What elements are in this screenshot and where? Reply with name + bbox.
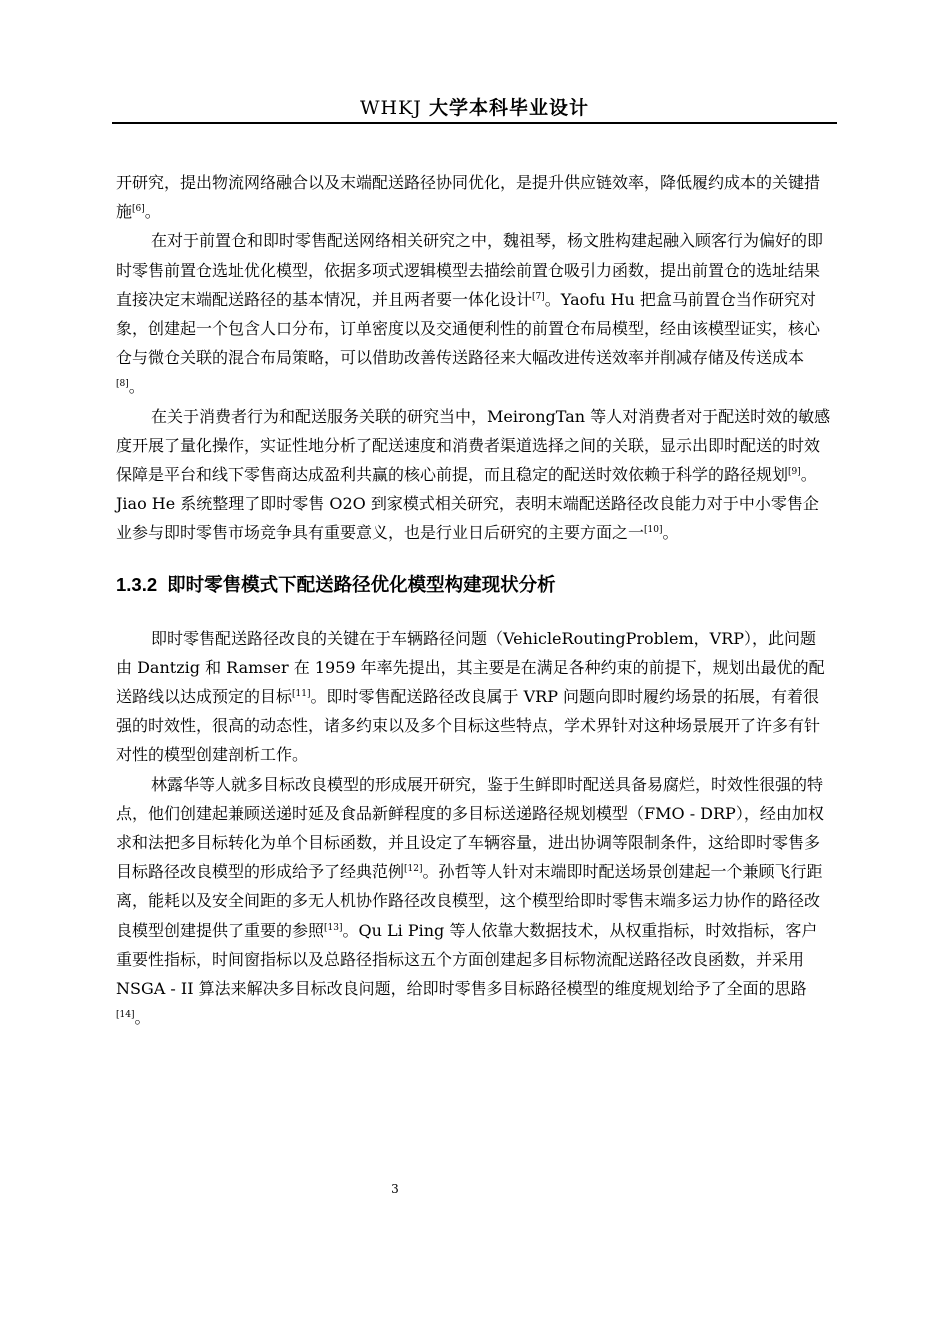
text: 。Jiao He 系统整理了即时零售 O2O 到家模式相关研究，表明末端配送路径改良能力对于中小零售企业参与即时零售市场竞争具有重要意义，也是行业日后研究的主要方面之一 (116, 465, 819, 543)
text: 。Qu Li Ping 等人依靠大数据技术，从权重指标，时效指标，客户重要性指标，时间窗指标以及总路径指标这五个方面创建起多目标物流配送路径改良函数，并采用 NSGA - II 算法来解决多目标改良问题，给即时零售多目标路径模型的维度规划给予了全面的思路 (116, 920, 818, 999)
text: 在对于前置仓和即时零售配送网络相关研究之中，魏祖琴，杨文胜构建起融入顾客行为偏好的即时零售前置仓选址优化模型，依据多项式逻辑模型去描绘前置仓吸引力函数，提出前置仓的选址结果直接决定末端配送路径的基本情况，并且两者要一体化设计 (116, 231, 824, 309)
paragraph-5 (116, 770, 832, 1033)
spacer (116, 598, 832, 624)
citation: [6] (132, 204, 145, 215)
text: 。 (128, 377, 145, 397)
spacer (116, 548, 832, 572)
text: 林露华等人就多目标改良模型的形成展开研究，鉴于生鲜即时配送具备易腐烂，时效性很强的特点，他们创建起兼顾送递时延及食品新鲜程度的多目标送递路径规划模型（FMO - DRP），经由加权求和法把多目标转化为单个目标函数，并且设定了车辆容量，进出协调等限制条件，这给即时零售多目标路径改良模型的形成给予了经典范例 (116, 774, 824, 882)
text: 。 (134, 1008, 151, 1028)
paragraph-1 (116, 168, 832, 226)
text: 。 (662, 523, 679, 543)
citation: [8] (116, 379, 129, 390)
page-number: 3 (391, 1182, 399, 1196)
text: 。孙哲等人针对末端即时配送场景创建起一个兼顾飞行距离，能耗以及安全间距的多无人机协作路径改良模型，这个模型给即时零售末端多运力协作的路径改良模型创建提供了重要的参照 (116, 862, 823, 940)
text: 。Yaofu Hu 把盒马前置仓当作研究对象，创建起一个包含人口分布，订单密度以及交通便利性的前置仓布局模型，经由该模型证实，核心仓与微仓关联的混合布局策略，可以借助改善传送路径来大幅改进传送效率并削减存储及传送成本 (116, 289, 821, 368)
text: 即时零售配送路径改良的关键在于车辆路径问题（VehicleRoutingProblem，VRP），此问题由 Dantzig 和 Ramser 在 1959 年率先提出，其主要是在满足各种约束的前提下，规划出最优的配送路线以达成预定的目标 (116, 628, 825, 707)
section-number: 1.3.2 (116, 573, 158, 595)
text: 在关于消费者行为和配送服务关联的研究当中，MeirongTan 等人对消费者对于配送时效的敏感度开展了量化操作，实证性地分析了配送速度和消费者渠道选择之间的关联，显示出即时配送的时效保障是平台和线下零售商达成盈利共赢的核心前提，而且稳定的配送时效依赖于科学的路径规划 (116, 406, 831, 485)
section-title: 即时零售模式下配送路径优化模型构建现状分析 (167, 573, 556, 595)
text: 。即时零售配送路径改良属于 VRP 问题向即时履约场景的拓展，有着很强的时效性，很高的动态性，诸多约束以及多个目标这些特点，学术界针对这种场景展开了许多有针对性的模型创建剖析工作。 (116, 687, 821, 765)
header-prefix: WHKJ (360, 97, 422, 119)
citation: [7] (532, 291, 545, 302)
header-rule (112, 122, 837, 124)
document-body (116, 168, 832, 1032)
page-header (112, 97, 837, 119)
paragraph-3 (116, 402, 832, 548)
citation: [10] (644, 525, 663, 536)
paragraph-4 (116, 624, 832, 770)
citation: [11] (292, 689, 311, 700)
citation: [14] (116, 1010, 135, 1021)
text: 开研究，提出物流网络融合以及末端配送路径协同优化，是提升供应链效率，降低履约成本的关键措施 (116, 173, 821, 222)
text: 。 (144, 202, 161, 222)
paragraph-2 (116, 226, 832, 401)
section-heading (116, 572, 832, 598)
header-title: 大学本科毕业设计 (428, 97, 589, 119)
citation: [12] (404, 864, 423, 875)
citation: [9] (788, 467, 801, 478)
citation: [13] (324, 922, 343, 933)
